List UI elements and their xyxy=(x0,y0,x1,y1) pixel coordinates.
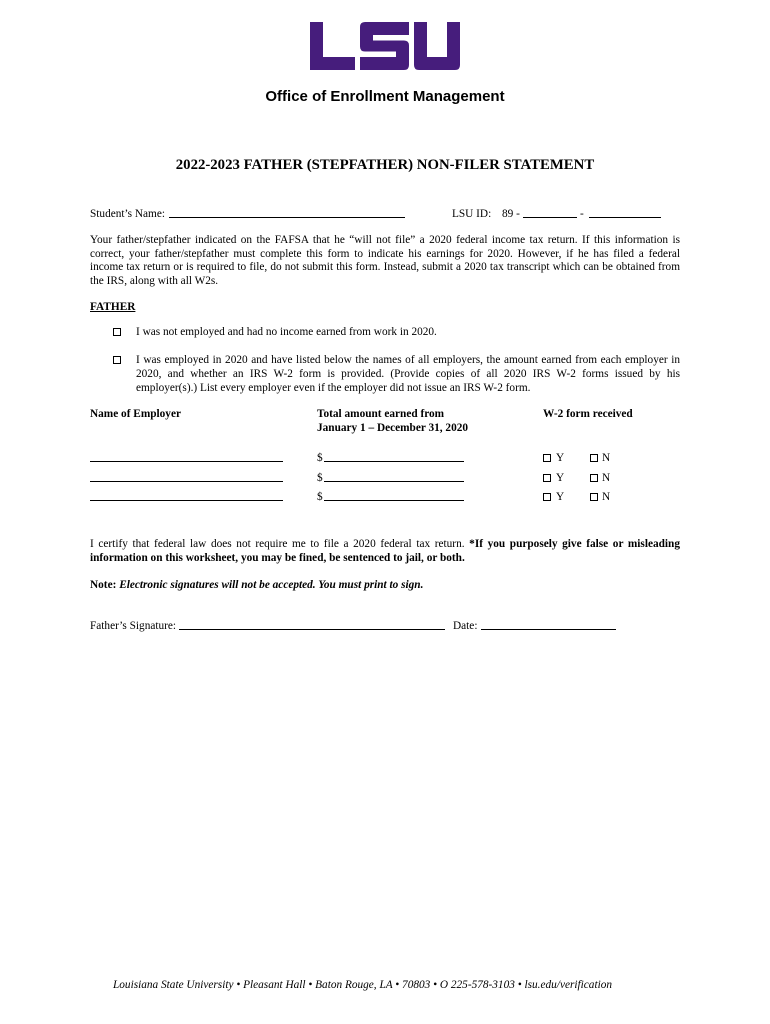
intro-line: Your father/stepfather indicated on the FAFSA that he “will not file” a 2020 federal income tax return. If this information is xyxy=(90,234,680,246)
currency-symbol: $ xyxy=(317,472,323,484)
intro-paragraph xyxy=(90,234,680,289)
amount-field[interactable] xyxy=(324,490,464,501)
w2-no-label: N xyxy=(602,491,611,503)
w2-yes-checkbox[interactable] xyxy=(543,474,551,482)
student-name-label: Student’s Name: xyxy=(90,208,165,220)
employer-name-field[interactable] xyxy=(90,471,283,482)
employer-row xyxy=(0,451,770,465)
employed-option-line: employer(s).) List every employer even if the employer did not issue an IRS W-2 form. xyxy=(136,382,531,394)
w2-yes-label: Y xyxy=(556,452,565,464)
employed-option-text xyxy=(136,353,680,395)
lsu-id-part1-field[interactable] xyxy=(523,207,577,218)
w2-yes-label: Y xyxy=(556,491,565,503)
office-heading: Office of Enrollment Management xyxy=(265,88,505,105)
certification-warning-continued: information on this worksheet, you may be fined, be sentenced to jail, or both. xyxy=(90,551,465,564)
page-footer: Louisiana State University • Pleasant Hall • Baton Rouge, LA • 70803 • O 225-578-3103 • lsu.edu/verification xyxy=(113,979,613,991)
currency-symbol: $ xyxy=(317,452,323,464)
w2-yes-label: Y xyxy=(556,472,565,484)
employer-name-field[interactable] xyxy=(90,490,283,501)
lsu-logo xyxy=(310,22,460,70)
not-employed-checkbox[interactable] xyxy=(113,328,121,336)
date-label: Date: xyxy=(453,620,478,632)
student-info-row xyxy=(0,207,770,221)
employer-name-field[interactable] xyxy=(90,451,283,462)
intro-line: income tax return or is required to file, do not submit this form. Instead, submit a 2020 tax transcript which can be obtained from xyxy=(90,261,680,274)
father-heading: FATHER xyxy=(90,301,136,313)
currency-symbol: $ xyxy=(317,491,323,503)
lsu-id-part2-field[interactable] xyxy=(589,207,661,218)
note-label: Note: xyxy=(90,579,117,591)
w2-no-label: N xyxy=(602,472,611,484)
amount-field[interactable] xyxy=(324,471,464,482)
employer-row xyxy=(0,471,770,485)
form-title: 2022-2023 FATHER (STEPFATHER) NON-FILER STATEMENT xyxy=(175,157,595,173)
employer-row xyxy=(0,490,770,504)
column-header-employer: Name of Employer xyxy=(90,408,181,420)
date-field[interactable] xyxy=(481,619,616,630)
intro-line: the IRS, along with all W2s. xyxy=(90,275,219,288)
note-text: Electronic signatures will not be accepted. You must print to sign. xyxy=(119,579,424,591)
w2-no-label: N xyxy=(602,452,611,464)
certification-warning: *If you purposely give false or misleading xyxy=(469,538,680,550)
amount-field[interactable] xyxy=(324,451,464,462)
signature-note xyxy=(90,578,423,592)
employed-option-line: 2020, and whether an IRS W-2 form is provided. (Provide copies of all 2020 IRS W-2 forms issued by his xyxy=(136,368,680,380)
intro-line: correct, your father/stepfather must complete this form to indicate his earnings for 2020. However, if he has filed a federal xyxy=(90,247,680,260)
w2-yes-checkbox[interactable] xyxy=(543,493,551,501)
lsu-id-separator: - xyxy=(580,208,584,220)
w2-no-checkbox[interactable] xyxy=(590,493,598,501)
certification-paragraph xyxy=(90,538,680,565)
w2-no-checkbox[interactable] xyxy=(590,454,598,462)
father-signature-field[interactable] xyxy=(179,619,445,630)
signature-row xyxy=(0,619,770,633)
column-header-amount-period: January 1 – December 31, 2020 xyxy=(317,422,469,434)
not-employed-label: I was not employed and had no income earned from work in 2020. xyxy=(136,326,437,338)
father-signature-label: Father’s Signature: xyxy=(90,620,177,632)
logo-letter-l xyxy=(310,22,355,70)
column-header-w2: W-2 form received xyxy=(543,408,633,420)
employed-checkbox[interactable] xyxy=(113,356,121,364)
lsu-id-prefix: 89 - xyxy=(502,208,520,220)
certification-line xyxy=(90,538,680,552)
certification-statement: I certify that federal law does not require me to file a 2020 federal tax return. xyxy=(90,538,465,550)
w2-no-checkbox[interactable] xyxy=(590,474,598,482)
logo-letter-u xyxy=(414,22,460,70)
employed-option-line: I was employed in 2020 and have listed below the names of all employers, the amount earned from each employer in xyxy=(136,354,680,366)
logo-letter-s xyxy=(360,22,409,70)
w2-yes-checkbox[interactable] xyxy=(543,454,551,462)
column-header-amount: Total amount earned from xyxy=(317,408,445,420)
lsu-id-label: LSU ID: xyxy=(452,208,492,220)
student-name-field[interactable] xyxy=(169,207,405,218)
